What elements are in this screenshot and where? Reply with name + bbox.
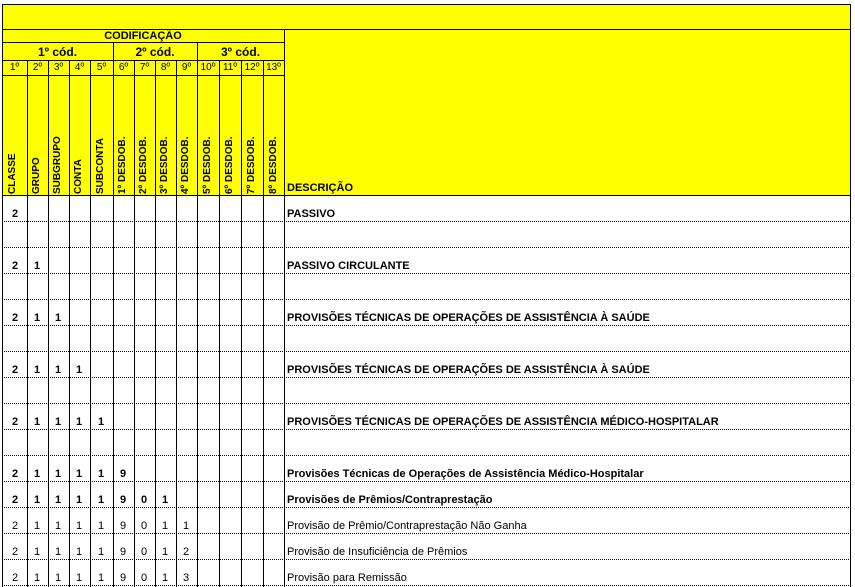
col-name-desdob-6: 6º DESDOB.: [224, 136, 235, 194]
group-3-label: 3º cód.: [220, 45, 261, 59]
code-cell: 1: [75, 468, 83, 480]
col-divider: [850, 196, 851, 587]
group-1-label: 1º cód.: [37, 45, 78, 59]
code-cell: 1: [75, 546, 83, 558]
code-cell: 1: [33, 520, 41, 532]
code-cell: 2: [11, 494, 19, 506]
codificacao-label: CODIFICAÇÃO: [104, 30, 182, 42]
code-cell: 9: [119, 494, 127, 506]
code-cell: 1: [33, 312, 41, 324]
row-divider: [2, 299, 851, 300]
header-divider: [2, 42, 284, 43]
row-divider: [2, 221, 851, 222]
code-cell: 1: [54, 494, 62, 506]
code-cell: 9: [119, 572, 127, 584]
code-cell: 2: [11, 572, 19, 584]
row-divider: [2, 403, 851, 404]
code-cell: 2: [11, 416, 19, 428]
code-cell: 1: [75, 520, 83, 532]
col-name-desdob-4: 4º DESDOB.: [180, 136, 191, 194]
col-num: 7º: [139, 62, 150, 73]
code-cell: 2: [11, 208, 19, 220]
code-cell: 1: [75, 364, 83, 376]
row-divider: [2, 247, 851, 248]
code-cell: 9: [119, 468, 127, 480]
col-name-grupo: GRUPO: [31, 157, 42, 194]
row-description: PASSIVO: [287, 208, 336, 220]
code-cell: 1: [54, 520, 62, 532]
code-cell: 1: [97, 416, 105, 428]
col-name-desdob-3: 3º DESDOB.: [159, 136, 170, 194]
code-cell: 1: [97, 520, 105, 532]
code-cell: 1: [75, 572, 83, 584]
code-cell: 1: [33, 468, 41, 480]
code-cell: 1: [54, 572, 62, 584]
col-num: 9º: [181, 62, 192, 73]
row-divider: [2, 455, 851, 456]
code-cell: 1: [161, 546, 169, 558]
code-cell: 1: [54, 364, 62, 376]
row-divider: [2, 533, 851, 534]
col-name-desdob-8: 8º DESDOB.: [268, 136, 279, 194]
col-divider: [2, 196, 3, 587]
code-cell: 1: [33, 416, 41, 428]
code-cell: 1: [182, 520, 190, 532]
code-cell: 1: [33, 494, 41, 506]
col-name-desdob-7: 7º DESDOB.: [246, 136, 257, 194]
code-cell: 1: [33, 572, 41, 584]
title-bar: [2, 4, 851, 30]
code-cell: 2: [11, 260, 19, 272]
code-cell: 1: [75, 494, 83, 506]
row-description: Provisão para Remissão: [287, 572, 407, 584]
col-divider: [197, 42, 198, 587]
col-num: 4º: [74, 62, 85, 73]
code-cell: 1: [33, 364, 41, 376]
code-cell: 1: [75, 416, 83, 428]
col-num: 3º: [53, 62, 64, 73]
code-cell: 9: [119, 520, 127, 532]
col-num: 5º: [96, 62, 107, 73]
row-divider: [2, 559, 851, 560]
code-cell: 1: [33, 260, 41, 272]
row-divider: [2, 325, 851, 326]
col-name-desdob-5: 5º DESDOB.: [202, 136, 213, 194]
row-divider: [2, 507, 851, 508]
col-name-desdob-1: 1º DESDOB.: [117, 136, 128, 194]
code-cell: 9: [119, 546, 127, 558]
row-description: PROVISÕES TÉCNICAS DE OPERAÇÕES DE ASSISTÊNCIA À SAÚDE: [287, 312, 650, 324]
code-cell: 0: [140, 520, 148, 532]
row-description: PROVISÕES TÉCNICAS DE OPERAÇÕES DE ASSISTÊNCIA MÉDICO-HOSPITALAR: [287, 416, 719, 428]
code-cell: 1: [33, 546, 41, 558]
col-num: 13º: [266, 62, 281, 73]
row-description: PASSIVO CIRCULANTE: [287, 260, 410, 272]
code-cell: 1: [97, 546, 105, 558]
row-divider: [2, 351, 851, 352]
code-cell: 1: [97, 494, 105, 506]
code-cell: 1: [54, 468, 62, 480]
col-num: 1º: [9, 62, 20, 73]
col-name-desdob-2: 2º DESDOB.: [138, 136, 149, 194]
row-divider: [2, 481, 851, 482]
group-2-label: 2º cód.: [135, 45, 175, 59]
code-cell: 2: [11, 364, 19, 376]
row-divider: [2, 429, 851, 430]
row-divider: [2, 273, 851, 274]
col-name-classe: CLASSE: [7, 153, 18, 194]
col-divider: [284, 30, 285, 587]
col-name-subconta: SUBCONTA: [95, 138, 106, 194]
row-description: PROVISÕES TÉCNICAS DE OPERAÇÕES DE ASSISTÊNCIA À SAÚDE: [287, 364, 650, 376]
code-cell: 2: [182, 546, 190, 558]
col-num: 8º: [160, 62, 171, 73]
col-name-conta: CONTA: [73, 159, 84, 194]
code-cell: 1: [54, 416, 62, 428]
row-description: Provisão de Insuficiência de Prêmios: [287, 546, 468, 558]
col-num: 2º: [32, 62, 43, 73]
code-cell: 1: [54, 312, 62, 324]
code-cell: 2: [11, 520, 19, 532]
row-description: Provisão de Prêmio/Contraprestação Não Ganha: [287, 520, 527, 532]
code-cell: 1: [161, 520, 169, 532]
code-cell: 1: [54, 546, 62, 558]
col-num: 11º: [222, 62, 238, 73]
code-cell: 3: [182, 572, 190, 584]
code-cell: 2: [11, 312, 19, 324]
row-divider: [2, 377, 851, 378]
col-num: 10º: [200, 62, 216, 73]
code-cell: 2: [11, 468, 19, 480]
row-description: Provisões Técnicas de Operações de Assistência Médico-Hospitalar: [287, 468, 644, 480]
code-cell: 1: [161, 494, 169, 506]
code-cell: 0: [140, 494, 148, 506]
code-cell: 0: [140, 572, 148, 584]
row-description: Provisões de Prêmios/Contraprestação: [287, 494, 493, 506]
code-cell: 1: [97, 572, 105, 584]
col-num: 6º: [118, 62, 129, 73]
row-divider: [2, 585, 851, 586]
code-cell: 1: [97, 468, 105, 480]
descricao-header: DESCRIÇÃO: [287, 182, 354, 194]
col-num: 12º: [244, 62, 260, 73]
col-name-subgrupo: SUBGRUPO: [52, 136, 63, 194]
code-cell: 2: [11, 546, 19, 558]
code-cell: 0: [140, 546, 148, 558]
code-cell: 1: [161, 572, 169, 584]
